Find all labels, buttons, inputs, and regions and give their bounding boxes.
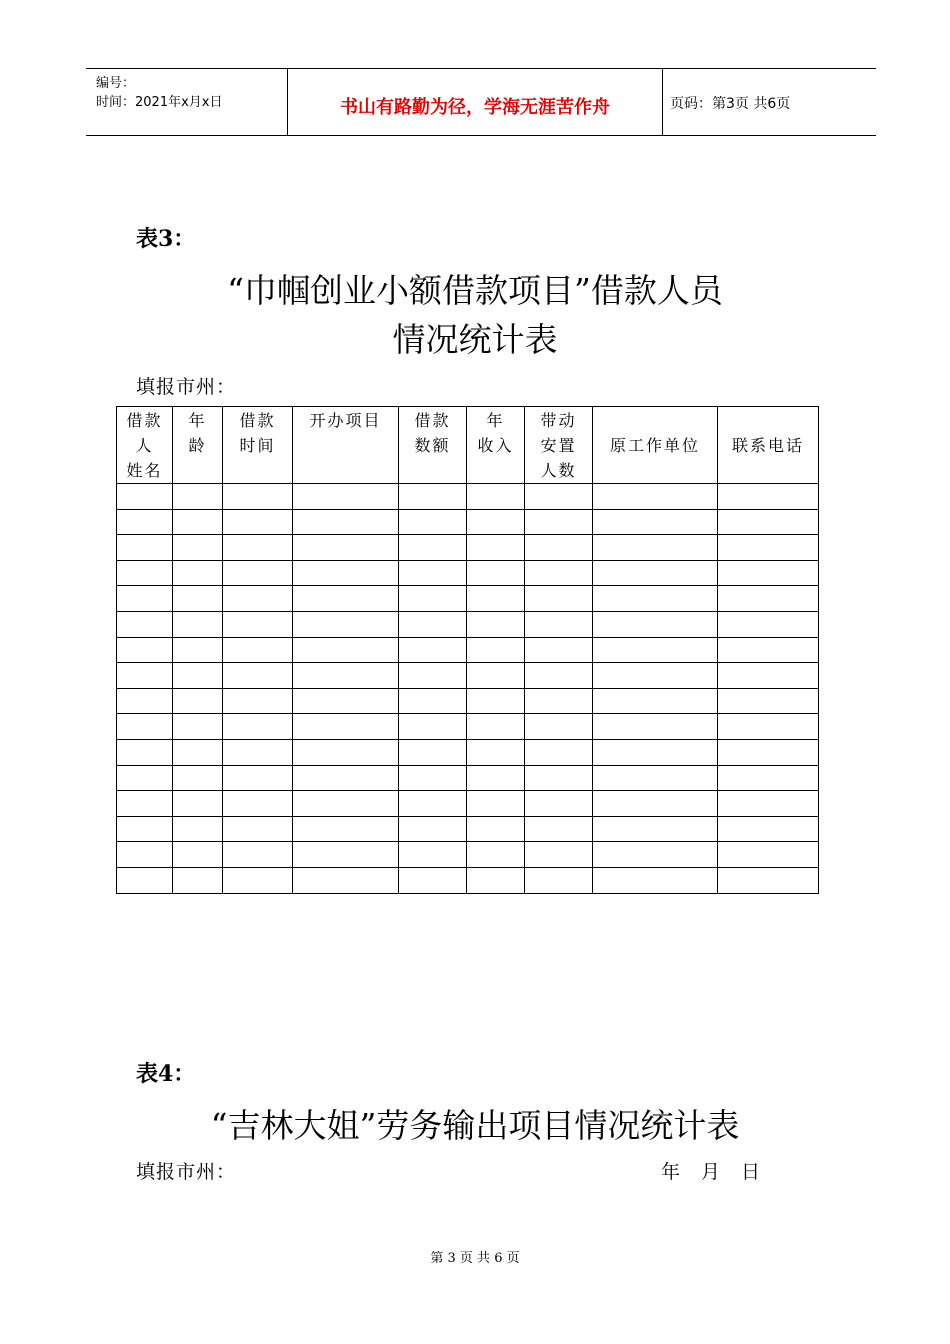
table-cell (718, 484, 819, 510)
table-row (117, 816, 819, 842)
col-header-borrower-name: 借款 人 姓名 (117, 407, 173, 484)
table-cell (593, 816, 718, 842)
table-cell (293, 867, 399, 893)
table-cell (173, 509, 223, 535)
table-cell (593, 586, 718, 612)
table-cell (173, 535, 223, 561)
table-cell (223, 816, 293, 842)
table-cell (593, 791, 718, 817)
table-row (117, 739, 819, 765)
table4-title: “吉林大姐”劳务输出项目情况统计表 (210, 1106, 740, 1145)
table-cell (173, 765, 223, 791)
table-cell (293, 637, 399, 663)
col-header-age: 年 龄 (173, 407, 223, 484)
table-cell (293, 765, 399, 791)
table-cell (593, 509, 718, 535)
table-row (117, 714, 819, 740)
table-row (117, 842, 819, 868)
table-cell (718, 509, 819, 535)
table-cell (467, 765, 525, 791)
table-cell (399, 867, 467, 893)
table-cell (293, 611, 399, 637)
table-cell (173, 791, 223, 817)
table-cell (173, 586, 223, 612)
table-cell (525, 637, 593, 663)
table-header-row (117, 407, 819, 484)
page-info: 页码：第3页 共6页 (670, 96, 791, 112)
table-cell (593, 714, 718, 740)
table-cell (173, 560, 223, 586)
table-cell (173, 663, 223, 689)
col-header-project: 开办项目 (293, 407, 399, 484)
table-row (117, 637, 819, 663)
table-cell (293, 842, 399, 868)
table-cell (593, 842, 718, 868)
table-cell (467, 637, 525, 663)
table-row (117, 663, 819, 689)
table-cell (223, 842, 293, 868)
table-cell (293, 816, 399, 842)
table-cell (399, 842, 467, 868)
table-body (117, 484, 819, 894)
table-cell (525, 663, 593, 689)
table-cell (525, 791, 593, 817)
table3-title-line1: “巾帼创业小额借款项目”借款人员 (227, 271, 723, 310)
borrower-stats-table (116, 406, 819, 894)
table-cell (293, 663, 399, 689)
table-cell (718, 560, 819, 586)
table-cell (399, 484, 467, 510)
document-header (86, 68, 876, 136)
col-header-loan-time: 借款 时间 (223, 407, 293, 484)
table-cell (399, 535, 467, 561)
table-cell (223, 535, 293, 561)
table-cell (593, 688, 718, 714)
table4-label: 表4： (136, 1061, 196, 1087)
table-cell (223, 484, 293, 510)
table-cell (467, 663, 525, 689)
table-cell (593, 663, 718, 689)
table-cell (718, 611, 819, 637)
time-label: 时间：2021年x月x日 (96, 95, 223, 110)
table-cell (173, 867, 223, 893)
table-cell (117, 816, 173, 842)
table-cell (117, 867, 173, 893)
table-cell (593, 739, 718, 765)
table4-fill-label: 填报市州： (136, 1161, 237, 1183)
table-cell (173, 611, 223, 637)
table-cell (718, 791, 819, 817)
table-row (117, 586, 819, 612)
table-cell (223, 791, 293, 817)
table-cell (173, 816, 223, 842)
table-cell (399, 637, 467, 663)
table-cell (173, 714, 223, 740)
table-row (117, 535, 819, 561)
table-row (117, 688, 819, 714)
table-cell (223, 688, 293, 714)
table-cell (399, 509, 467, 535)
table-cell (593, 560, 718, 586)
table-cell (223, 560, 293, 586)
table-cell (718, 663, 819, 689)
table-cell (117, 791, 173, 817)
table-cell (173, 842, 223, 868)
table-cell (117, 688, 173, 714)
table-cell (718, 714, 819, 740)
table-cell (117, 739, 173, 765)
table-cell (117, 611, 173, 637)
table-cell (399, 688, 467, 714)
table-cell (293, 688, 399, 714)
table-row (117, 611, 819, 637)
table-cell (467, 739, 525, 765)
col-header-phone: 联系电话 (718, 407, 819, 484)
table-cell (223, 739, 293, 765)
table-cell (293, 586, 399, 612)
header-motto-cell (287, 69, 663, 135)
table-cell (223, 509, 293, 535)
table-cell (117, 714, 173, 740)
table-row (117, 560, 819, 586)
table-cell (293, 484, 399, 510)
table4-date-label: 年 月 日 (661, 1161, 762, 1183)
table-cell (718, 688, 819, 714)
table-cell (467, 535, 525, 561)
table-cell (525, 560, 593, 586)
table-cell (173, 739, 223, 765)
table-cell (117, 509, 173, 535)
table-cell (173, 637, 223, 663)
col-header-annual-income: 年 收入 (467, 407, 525, 484)
table-cell (399, 739, 467, 765)
table-cell (467, 714, 525, 740)
table-cell (399, 714, 467, 740)
table3-fill-label: 填报市州： (136, 376, 237, 398)
table-cell (593, 765, 718, 791)
table-cell (223, 867, 293, 893)
table-cell (399, 586, 467, 612)
table-cell (718, 535, 819, 561)
table-cell (223, 586, 293, 612)
table-cell (525, 611, 593, 637)
table-cell (593, 611, 718, 637)
col-header-former-employer: 原工作单位 (593, 407, 718, 484)
header-page-cell (662, 69, 876, 135)
table-cell (525, 842, 593, 868)
table-cell (293, 535, 399, 561)
table-cell (467, 484, 525, 510)
table-cell (525, 688, 593, 714)
table-cell (593, 535, 718, 561)
table-cell (399, 663, 467, 689)
header-meta-cell (86, 69, 287, 135)
table-cell (718, 867, 819, 893)
table3-title-line2: 情况统计表 (392, 320, 558, 359)
table-cell (223, 663, 293, 689)
motto-text: 书山有路勤为径，学海无涯苦作舟 (340, 97, 610, 118)
table-cell (525, 535, 593, 561)
table-cell (718, 765, 819, 791)
table-cell (593, 637, 718, 663)
table-cell (718, 816, 819, 842)
table-cell (117, 586, 173, 612)
table-cell (399, 791, 467, 817)
table-cell (223, 611, 293, 637)
table-cell (117, 560, 173, 586)
table-cell (293, 739, 399, 765)
page-footer: 第 3 页 共 6 页 (430, 1251, 520, 1266)
table-cell (293, 560, 399, 586)
table-cell (117, 663, 173, 689)
table-cell (525, 765, 593, 791)
table-cell (399, 816, 467, 842)
table-cell (293, 714, 399, 740)
col-header-jobs-created: 带动 安置 人数 (525, 407, 593, 484)
table-cell (223, 637, 293, 663)
table-cell (467, 867, 525, 893)
table-cell (525, 739, 593, 765)
table-cell (467, 688, 525, 714)
table-cell (173, 484, 223, 510)
table-cell (293, 509, 399, 535)
table-cell (525, 714, 593, 740)
table-cell (467, 816, 525, 842)
table-cell (467, 586, 525, 612)
table-cell (117, 765, 173, 791)
table-row (117, 484, 819, 510)
table-row (117, 765, 819, 791)
table-cell (117, 637, 173, 663)
table-cell (467, 611, 525, 637)
table-cell (467, 509, 525, 535)
table-cell (173, 688, 223, 714)
col-header-loan-amount: 借款 数额 (399, 407, 467, 484)
table-row (117, 867, 819, 893)
table-cell (117, 842, 173, 868)
table-cell (117, 484, 173, 510)
table-cell (467, 842, 525, 868)
table-cell (117, 535, 173, 561)
table-row (117, 791, 819, 817)
table-cell (718, 739, 819, 765)
table-cell (223, 765, 293, 791)
table-cell (525, 867, 593, 893)
table-cell (525, 509, 593, 535)
table-cell (399, 611, 467, 637)
number-label: 编号： (96, 76, 136, 91)
table-cell (525, 816, 593, 842)
table-cell (525, 586, 593, 612)
table-cell (467, 560, 525, 586)
table-cell (467, 791, 525, 817)
table-cell (525, 484, 593, 510)
table-cell (399, 765, 467, 791)
table-row (117, 509, 819, 535)
table-cell (399, 560, 467, 586)
table-cell (718, 637, 819, 663)
table-cell (718, 842, 819, 868)
table-cell (718, 586, 819, 612)
table-cell (223, 714, 293, 740)
table-cell (293, 791, 399, 817)
table-cell (593, 484, 718, 510)
table3-label: 表3： (136, 226, 196, 252)
table-cell (593, 867, 718, 893)
